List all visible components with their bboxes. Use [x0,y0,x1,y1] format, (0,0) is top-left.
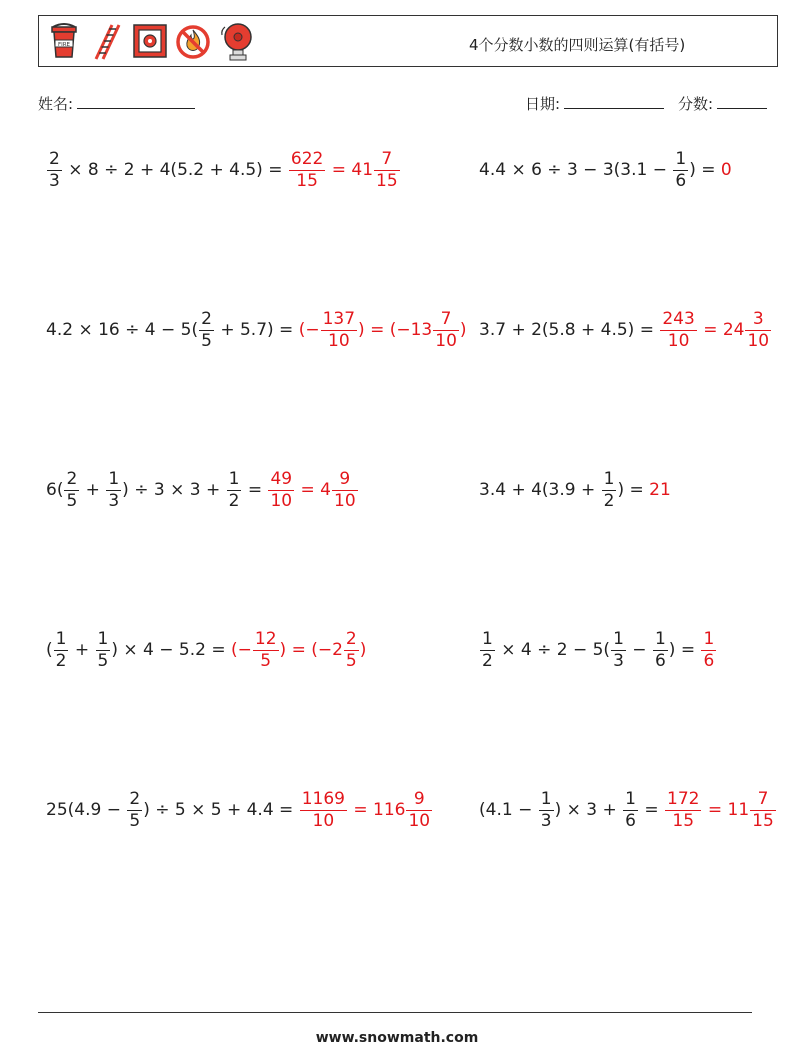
math-text: 3.4 + 4(3.9 + [479,480,601,500]
denominator: 6 [703,650,715,671]
answer [659,308,772,351]
denominator: 10 [435,330,457,351]
problem-6 [479,465,671,515]
denominator: 2 [482,650,493,671]
question [46,788,299,831]
numerator: 2 [201,308,212,329]
math-text: = 4 [295,480,331,500]
answer [267,468,358,511]
math-text: ) = [617,480,650,500]
fraction [539,788,554,831]
numerator: 1169 [301,788,345,809]
fraction [344,628,359,671]
footer-website: www.snowmath.com [315,1030,479,1046]
fraction [227,468,242,511]
denominator: 5 [345,650,357,671]
math-text: + 5.7) = [214,320,299,340]
math-text: × 4 ÷ 2 − 5( [495,640,611,660]
math-text: = 116 [347,800,406,820]
denominator: 10 [660,330,696,350]
question [46,308,299,351]
numerator: 622 [290,148,324,169]
denominator: 5 [253,650,279,670]
math-text: + [80,480,106,500]
denominator: 15 [665,810,701,830]
numerator: 1 [97,628,109,649]
denominator: 3 [613,650,624,671]
numerator: 9 [413,788,425,809]
fire-bucket-icon [45,21,83,63]
denominator: 15 [752,810,774,831]
numerator: 1 [540,788,552,809]
fraction [602,468,617,511]
denominator: 10 [321,330,357,350]
math-text: + [69,640,95,660]
fraction [406,788,432,831]
denominator: 15 [289,170,325,190]
question [479,148,721,191]
problem-10 [479,785,777,835]
numerator: 172 [667,788,700,809]
math-text: ) × 4 − 5.2 = [111,640,231,660]
denominator: 3 [540,810,552,831]
math-text: (− [298,320,320,340]
no-fire-icon [174,21,212,63]
fraction [623,788,638,831]
denominator: 5 [129,810,141,831]
fraction [745,308,771,351]
fraction [300,788,347,831]
problem-2 [479,145,732,195]
math-text: ) × 3 + [554,800,623,820]
numerator: 1 [625,788,636,809]
math-text: ) = [689,160,721,180]
problem-4 [479,305,772,355]
name-field [38,93,195,114]
score-blank [717,93,767,109]
math-text: ) ÷ 5 × 5 + 4.4 = [143,800,299,820]
denominator: 5 [201,330,212,351]
problem-9 [46,785,433,835]
fraction [665,788,701,831]
worksheet-title: 4个分数小数的四则运算(有括号) [469,36,686,54]
denominator: 6 [625,810,636,831]
math-text: ) ÷ 3 × 3 + [122,480,226,500]
denominator: 2 [228,490,240,511]
numerator: 2 [345,628,357,649]
math-text: = [638,800,665,820]
denominator: 15 [376,170,398,191]
score-field [678,93,767,114]
fraction [750,788,776,831]
denominator: 3 [49,170,60,191]
math-text: 3.7 + 2(5.8 + 4.5) = [479,320,660,340]
numerator: 7 [381,148,393,169]
problem-5 [46,465,359,515]
answer [700,628,717,671]
math-text: (4.1 − [479,800,538,820]
math-text: (− [231,640,252,660]
fire-alarm-box-icon [131,21,169,63]
fraction [701,628,716,671]
fraction [480,628,495,671]
fraction [611,628,626,671]
math-text: 25(4.9 − [46,800,127,820]
numerator: 137 [322,308,356,329]
numerator: 243 [662,308,695,329]
answer [649,480,671,500]
answer [664,788,777,831]
math-text: = 24 [697,320,745,340]
numerator: 3 [752,308,764,329]
numerator: 1 [55,628,67,649]
math-text: ) = (−13 [358,320,433,340]
math-text: = 11 [702,800,750,820]
numerator: 1 [654,628,666,649]
math-text: 4.2 × 16 ÷ 4 − 5( [46,320,199,340]
math-text: ) = (−2 [279,640,343,660]
math-text: ) [359,640,367,660]
denominator: 5 [66,490,78,511]
svg-text:FIRE: FIRE [57,42,71,48]
question [479,468,650,511]
math-text: 0 [720,160,732,180]
numerator: 1 [703,628,715,649]
fraction [268,468,294,511]
fraction [374,148,400,191]
problem-1 [46,145,401,195]
numerator: 1 [482,628,493,649]
score-label: 分数: [678,95,714,113]
answer [721,160,732,180]
answer [299,788,433,831]
worksheet-header [38,15,778,67]
fraction [653,628,668,671]
numerator: 1 [228,468,240,489]
numerator: 1 [675,148,687,169]
name-label: 姓名: [38,95,74,113]
fraction [54,628,69,671]
date-field [525,93,664,114]
header-icons [45,20,255,64]
answer [231,628,367,671]
denominator: 5 [97,650,109,671]
question [479,788,665,831]
numerator: 49 [270,468,293,489]
math-text: = [242,480,268,500]
ladder-icon [88,21,126,63]
numerator: 2 [129,788,141,809]
denominator: 10 [270,490,293,511]
math-text: 21 [649,480,671,500]
denominator: 2 [603,490,615,511]
fraction [253,628,279,671]
problem-8 [479,625,717,675]
fraction [433,308,459,351]
numerator: 1 [603,468,615,489]
fraction [64,468,79,511]
answer [288,148,401,191]
denominator: 10 [408,810,431,831]
math-text: ) = [668,640,701,660]
math-text: × 8 ÷ 2 + 4(5.2 + 4.5) = [62,160,288,180]
denominator: 2 [55,650,67,671]
fraction [127,788,142,831]
fraction [106,468,121,511]
problem-3 [46,305,467,355]
denominator: 3 [108,490,120,511]
fraction [660,308,696,351]
question [479,628,701,671]
question [46,628,231,671]
denominator: 6 [654,650,666,671]
numerator: 2 [66,468,78,489]
fraction [96,628,111,671]
math-text: 4.4 × 6 ÷ 3 − 3(3.1 − [479,160,673,180]
date-blank [564,93,664,109]
numerator: 12 [254,628,277,649]
fraction [199,308,214,351]
question [479,320,659,340]
fraction [47,148,62,191]
math-text: − [626,640,652,660]
question [46,468,268,511]
fraction [332,468,358,511]
math-text: ) [459,320,467,340]
date-label: 日期: [525,95,561,113]
question [46,148,288,191]
numerator: 1 [108,468,120,489]
fraction [321,308,357,351]
numerator: 9 [339,468,351,489]
numerator: 2 [49,148,60,169]
denominator: 10 [300,810,347,830]
denominator: 10 [747,330,770,351]
fraction [289,148,325,191]
name-blank [77,93,195,109]
denominator: 6 [675,170,687,191]
numerator: 7 [440,308,452,329]
math-text: ( [46,640,53,660]
denominator: 10 [334,490,356,511]
numerator: 1 [613,628,624,649]
fire-bell-icon [217,21,255,63]
numerator: 7 [757,788,769,809]
footer-divider [38,1012,752,1013]
problem-7 [46,625,366,675]
math-text: 6( [46,480,64,500]
fraction [673,148,688,191]
math-text: = 41 [326,160,374,180]
answer [298,308,467,351]
